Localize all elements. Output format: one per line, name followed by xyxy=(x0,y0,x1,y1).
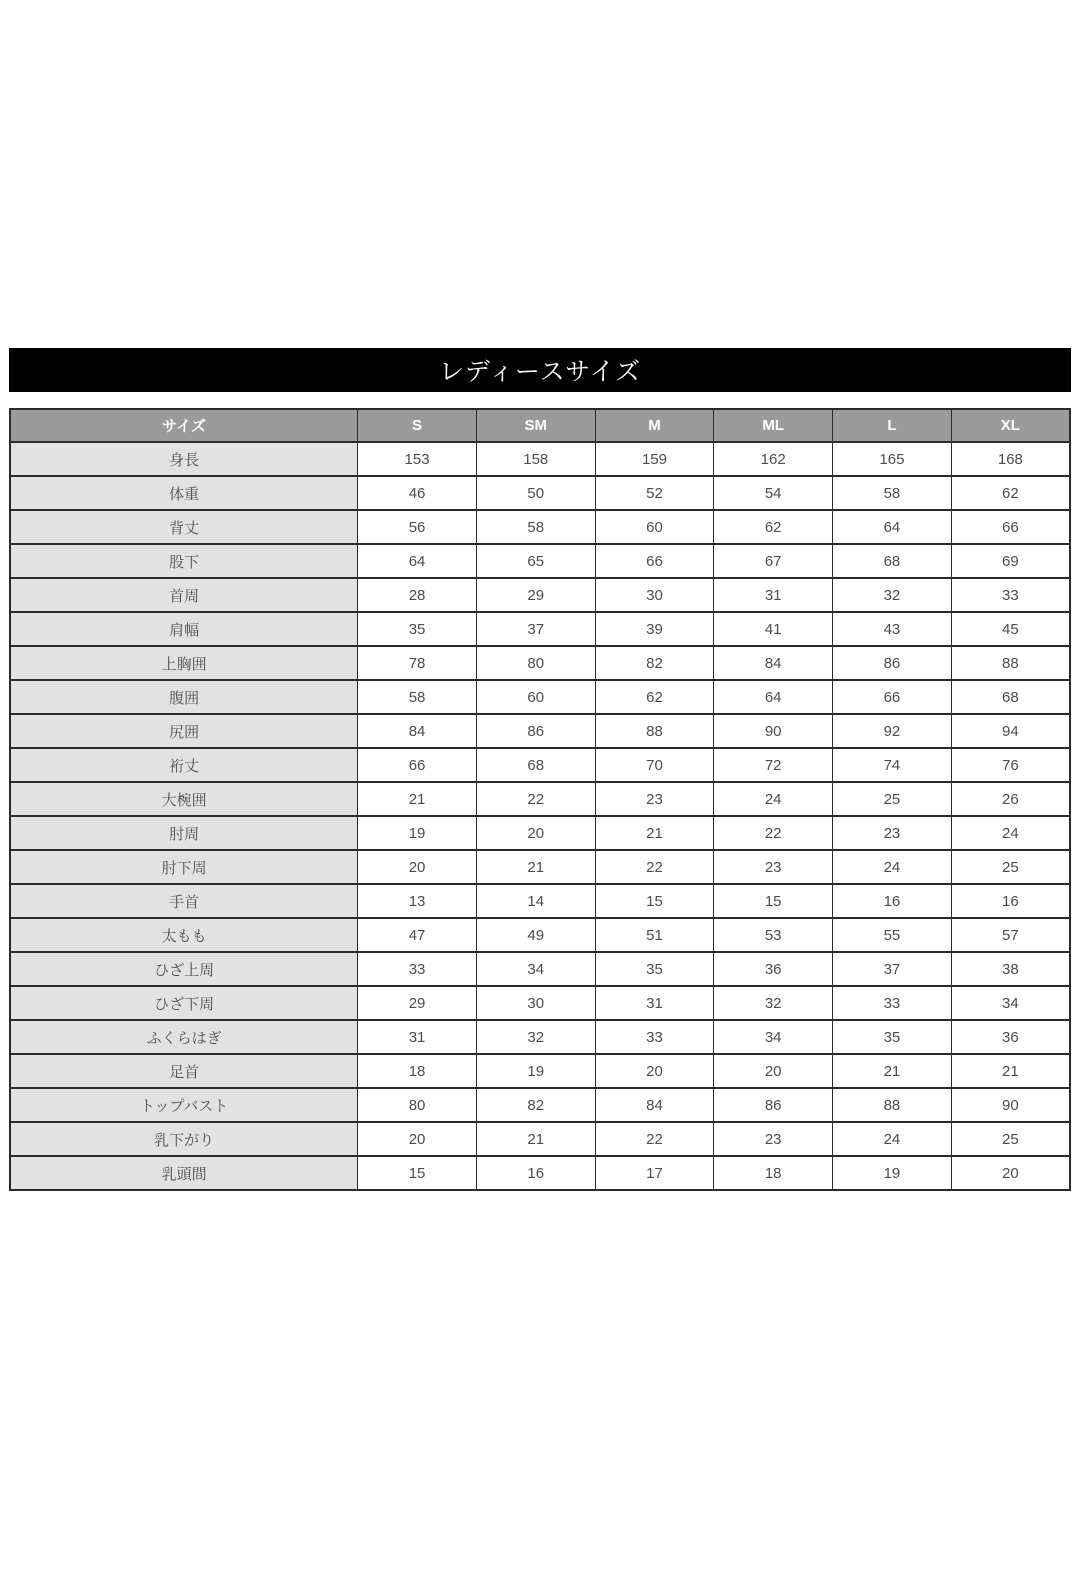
value-cell: 32 xyxy=(476,1020,595,1054)
value-cell: 21 xyxy=(476,850,595,884)
size-table-header xyxy=(10,409,1070,442)
value-cell: 24 xyxy=(951,816,1070,850)
value-cell: 22 xyxy=(476,782,595,816)
value-cell: 24 xyxy=(833,1122,952,1156)
row-label: ひざ上周 xyxy=(10,952,358,986)
value-cell: 31 xyxy=(714,578,833,612)
value-cell: 50 xyxy=(476,476,595,510)
value-cell: 23 xyxy=(714,850,833,884)
value-cell: 20 xyxy=(476,816,595,850)
value-cell: 69 xyxy=(951,544,1070,578)
value-cell: 58 xyxy=(476,510,595,544)
header-cell-m: M xyxy=(595,409,714,442)
table-row xyxy=(10,850,1070,884)
value-cell: 162 xyxy=(714,442,833,476)
value-cell: 20 xyxy=(358,850,477,884)
header-cell-ml: ML xyxy=(714,409,833,442)
value-cell: 84 xyxy=(714,646,833,680)
value-cell: 21 xyxy=(476,1122,595,1156)
table-row xyxy=(10,986,1070,1020)
value-cell: 46 xyxy=(358,476,477,510)
value-cell: 19 xyxy=(833,1156,952,1190)
value-cell: 45 xyxy=(951,612,1070,646)
table-row xyxy=(10,884,1070,918)
value-cell: 32 xyxy=(714,986,833,1020)
value-cell: 25 xyxy=(951,1122,1070,1156)
value-cell: 68 xyxy=(951,680,1070,714)
value-cell: 33 xyxy=(833,986,952,1020)
table-row xyxy=(10,476,1070,510)
value-cell: 67 xyxy=(714,544,833,578)
value-cell: 24 xyxy=(833,850,952,884)
row-label: トップバスト xyxy=(10,1088,358,1122)
row-label: 肩幅 xyxy=(10,612,358,646)
table-row xyxy=(10,1088,1070,1122)
table-row xyxy=(10,918,1070,952)
table-row xyxy=(10,1020,1070,1054)
value-cell: 49 xyxy=(476,918,595,952)
value-cell: 165 xyxy=(833,442,952,476)
value-cell: 88 xyxy=(595,714,714,748)
value-cell: 22 xyxy=(595,850,714,884)
value-cell: 16 xyxy=(833,884,952,918)
value-cell: 94 xyxy=(951,714,1070,748)
table-row xyxy=(10,646,1070,680)
value-cell: 23 xyxy=(714,1122,833,1156)
value-cell: 35 xyxy=(595,952,714,986)
value-cell: 22 xyxy=(714,816,833,850)
value-cell: 56 xyxy=(358,510,477,544)
value-cell: 153 xyxy=(358,442,477,476)
value-cell: 20 xyxy=(714,1054,833,1088)
value-cell: 58 xyxy=(358,680,477,714)
value-cell: 29 xyxy=(358,986,477,1020)
value-cell: 159 xyxy=(595,442,714,476)
value-cell: 82 xyxy=(595,646,714,680)
value-cell: 64 xyxy=(833,510,952,544)
value-cell: 14 xyxy=(476,884,595,918)
table-row xyxy=(10,1156,1070,1190)
value-cell: 15 xyxy=(714,884,833,918)
value-cell: 37 xyxy=(833,952,952,986)
header-row xyxy=(10,409,1070,442)
value-cell: 68 xyxy=(833,544,952,578)
value-cell: 53 xyxy=(714,918,833,952)
row-label: 肘周 xyxy=(10,816,358,850)
value-cell: 18 xyxy=(358,1054,477,1088)
row-label: 肘下周 xyxy=(10,850,358,884)
row-label: 太もも xyxy=(10,918,358,952)
table-row xyxy=(10,442,1070,476)
table-row xyxy=(10,612,1070,646)
value-cell: 43 xyxy=(833,612,952,646)
value-cell: 21 xyxy=(358,782,477,816)
row-label: 足首 xyxy=(10,1054,358,1088)
row-label: 腹囲 xyxy=(10,680,358,714)
row-label: 体重 xyxy=(10,476,358,510)
header-cell-s: S xyxy=(358,409,477,442)
value-cell: 39 xyxy=(595,612,714,646)
value-cell: 62 xyxy=(714,510,833,544)
value-cell: 84 xyxy=(595,1088,714,1122)
value-cell: 64 xyxy=(714,680,833,714)
value-cell: 33 xyxy=(595,1020,714,1054)
value-cell: 30 xyxy=(595,578,714,612)
table-row xyxy=(10,1054,1070,1088)
value-cell: 25 xyxy=(951,850,1070,884)
table-row xyxy=(10,578,1070,612)
value-cell: 36 xyxy=(714,952,833,986)
value-cell: 35 xyxy=(358,612,477,646)
table-row xyxy=(10,714,1070,748)
value-cell: 34 xyxy=(951,986,1070,1020)
row-label: 尻囲 xyxy=(10,714,358,748)
value-cell: 66 xyxy=(951,510,1070,544)
value-cell: 21 xyxy=(951,1054,1070,1088)
row-label: 手首 xyxy=(10,884,358,918)
value-cell: 41 xyxy=(714,612,833,646)
value-cell: 51 xyxy=(595,918,714,952)
value-cell: 25 xyxy=(833,782,952,816)
row-label: 首周 xyxy=(10,578,358,612)
value-cell: 60 xyxy=(476,680,595,714)
value-cell: 31 xyxy=(358,1020,477,1054)
row-label: 背丈 xyxy=(10,510,358,544)
row-label: 乳下がり xyxy=(10,1122,358,1156)
value-cell: 66 xyxy=(358,748,477,782)
page-title: レディースサイズ xyxy=(438,358,642,386)
value-cell: 80 xyxy=(476,646,595,680)
row-label: 股下 xyxy=(10,544,358,578)
value-cell: 90 xyxy=(714,714,833,748)
header-cell-l: L xyxy=(833,409,952,442)
value-cell: 62 xyxy=(595,680,714,714)
value-cell: 34 xyxy=(714,1020,833,1054)
table-row xyxy=(10,816,1070,850)
table-row xyxy=(10,544,1070,578)
table-row xyxy=(10,748,1070,782)
value-cell: 88 xyxy=(833,1088,952,1122)
value-cell: 54 xyxy=(714,476,833,510)
title-bar xyxy=(9,348,1071,392)
value-cell: 88 xyxy=(951,646,1070,680)
value-cell: 20 xyxy=(595,1054,714,1088)
value-cell: 158 xyxy=(476,442,595,476)
value-cell: 26 xyxy=(951,782,1070,816)
value-cell: 36 xyxy=(951,1020,1070,1054)
value-cell: 66 xyxy=(833,680,952,714)
value-cell: 15 xyxy=(595,884,714,918)
value-cell: 34 xyxy=(476,952,595,986)
table-row xyxy=(10,680,1070,714)
value-cell: 55 xyxy=(833,918,952,952)
value-cell: 74 xyxy=(833,748,952,782)
value-cell: 16 xyxy=(951,884,1070,918)
row-label: 上胸囲 xyxy=(10,646,358,680)
value-cell: 92 xyxy=(833,714,952,748)
value-cell: 86 xyxy=(833,646,952,680)
value-cell: 18 xyxy=(714,1156,833,1190)
value-cell: 62 xyxy=(951,476,1070,510)
value-cell: 16 xyxy=(476,1156,595,1190)
value-cell: 47 xyxy=(358,918,477,952)
value-cell: 64 xyxy=(358,544,477,578)
value-cell: 29 xyxy=(476,578,595,612)
value-cell: 19 xyxy=(358,816,477,850)
size-table xyxy=(9,408,1071,1191)
value-cell: 86 xyxy=(714,1088,833,1122)
value-cell: 31 xyxy=(595,986,714,1020)
table-row xyxy=(10,1122,1070,1156)
value-cell: 65 xyxy=(476,544,595,578)
value-cell: 168 xyxy=(951,442,1070,476)
header-cell-sm: SM xyxy=(476,409,595,442)
value-cell: 86 xyxy=(476,714,595,748)
value-cell: 20 xyxy=(951,1156,1070,1190)
value-cell: 38 xyxy=(951,952,1070,986)
value-cell: 23 xyxy=(833,816,952,850)
value-cell: 28 xyxy=(358,578,477,612)
value-cell: 57 xyxy=(951,918,1070,952)
table-row xyxy=(10,510,1070,544)
value-cell: 33 xyxy=(951,578,1070,612)
value-cell: 66 xyxy=(595,544,714,578)
row-label: ふくらはぎ xyxy=(10,1020,358,1054)
row-label: 身長 xyxy=(10,442,358,476)
value-cell: 19 xyxy=(476,1054,595,1088)
value-cell: 37 xyxy=(476,612,595,646)
table-row xyxy=(10,952,1070,986)
value-cell: 52 xyxy=(595,476,714,510)
value-cell: 90 xyxy=(951,1088,1070,1122)
value-cell: 72 xyxy=(714,748,833,782)
value-cell: 76 xyxy=(951,748,1070,782)
row-label: ひざ下周 xyxy=(10,986,358,1020)
value-cell: 33 xyxy=(358,952,477,986)
header-cell-xl: XL xyxy=(951,409,1070,442)
row-label: 乳頭間 xyxy=(10,1156,358,1190)
value-cell: 22 xyxy=(595,1122,714,1156)
value-cell: 30 xyxy=(476,986,595,1020)
value-cell: 60 xyxy=(595,510,714,544)
value-cell: 21 xyxy=(833,1054,952,1088)
value-cell: 80 xyxy=(358,1088,477,1122)
value-cell: 78 xyxy=(358,646,477,680)
row-label: 裄丈 xyxy=(10,748,358,782)
value-cell: 58 xyxy=(833,476,952,510)
value-cell: 70 xyxy=(595,748,714,782)
size-table-body xyxy=(10,442,1070,1190)
header-cell-size: サイズ xyxy=(10,409,358,442)
value-cell: 82 xyxy=(476,1088,595,1122)
value-cell: 20 xyxy=(358,1122,477,1156)
value-cell: 35 xyxy=(833,1020,952,1054)
table-row xyxy=(10,782,1070,816)
value-cell: 23 xyxy=(595,782,714,816)
row-label: 大椀囲 xyxy=(10,782,358,816)
value-cell: 13 xyxy=(358,884,477,918)
value-cell: 15 xyxy=(358,1156,477,1190)
value-cell: 21 xyxy=(595,816,714,850)
value-cell: 32 xyxy=(833,578,952,612)
value-cell: 84 xyxy=(358,714,477,748)
value-cell: 68 xyxy=(476,748,595,782)
value-cell: 17 xyxy=(595,1156,714,1190)
value-cell: 24 xyxy=(714,782,833,816)
